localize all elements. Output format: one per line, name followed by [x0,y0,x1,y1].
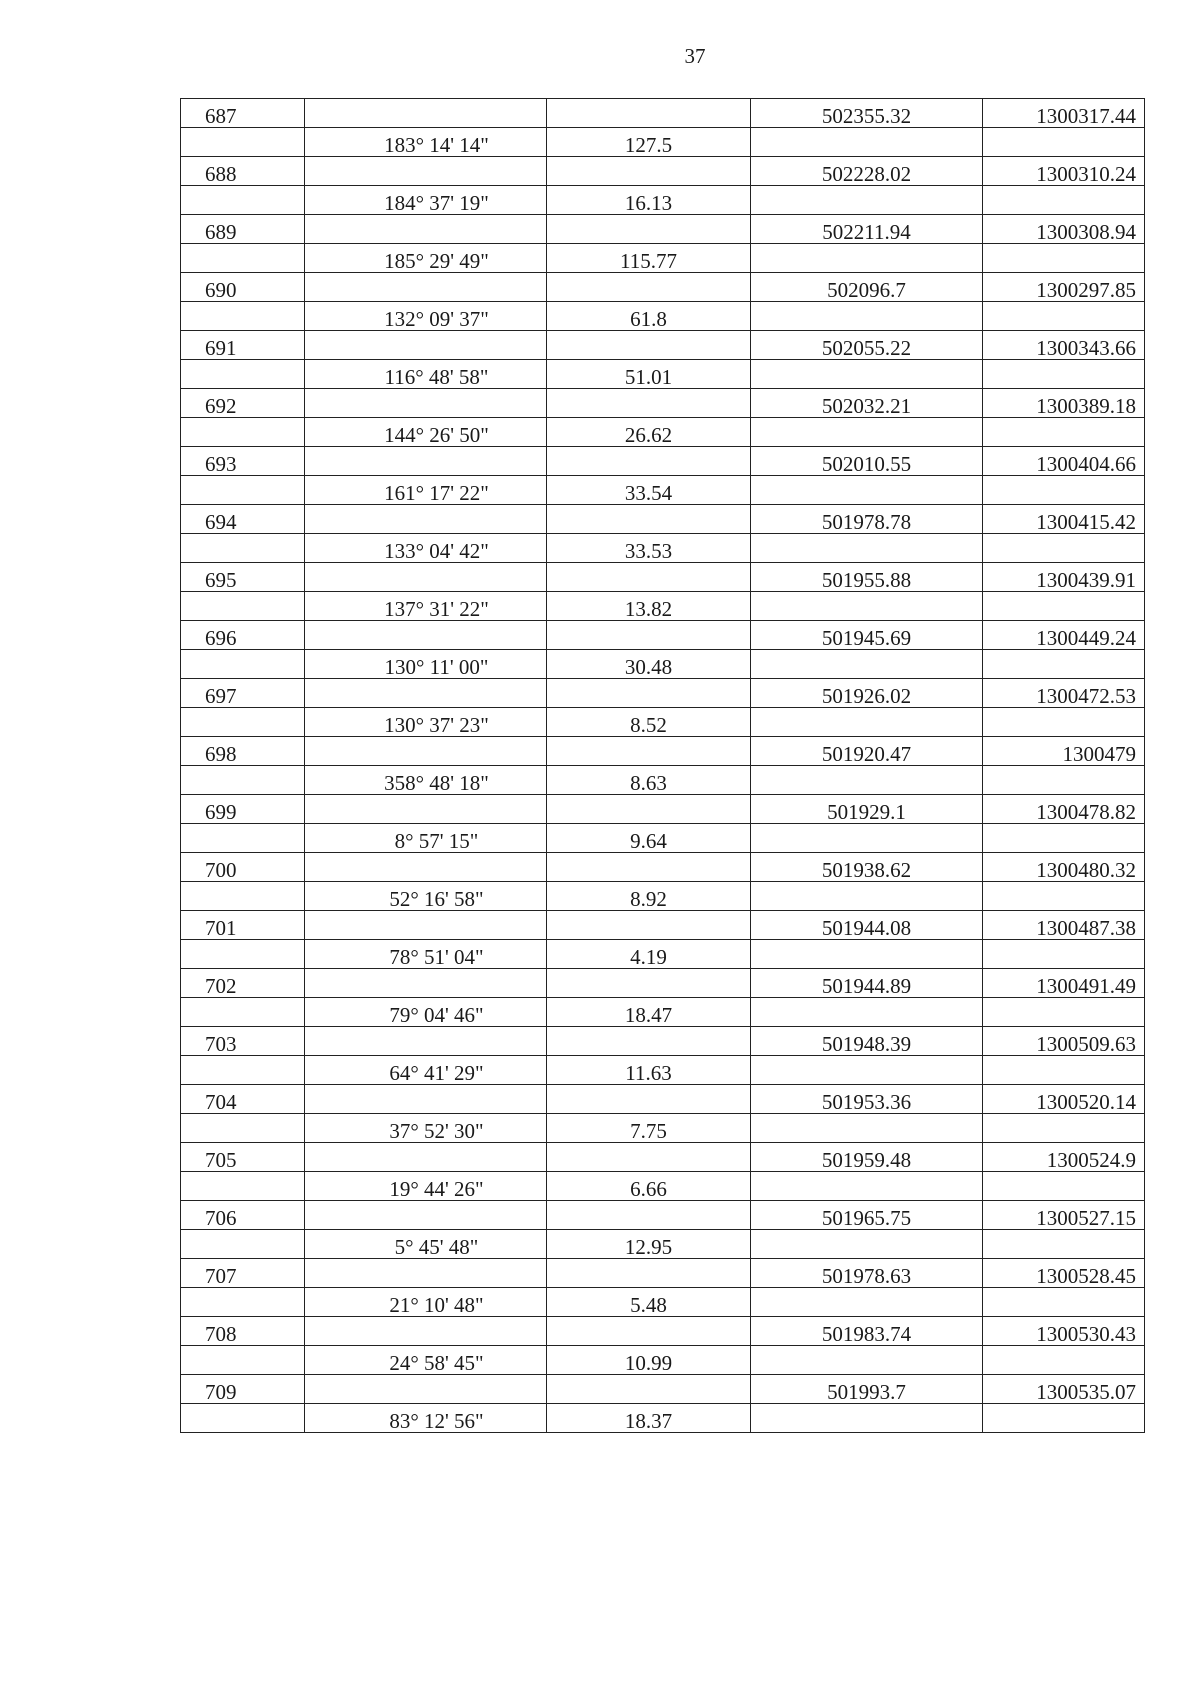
empty-cell [751,534,983,563]
segment-row [181,1404,1145,1433]
empty-cell [547,853,751,882]
point-id: 700 [181,853,305,882]
segment-distance: 33.54 [547,476,751,505]
empty-cell [983,766,1145,795]
point-id: 694 [181,505,305,534]
coordinate-y: 1300491.49 [983,969,1145,998]
empty-cell [547,679,751,708]
segment-distance: 115.77 [547,244,751,273]
empty-cell [983,244,1145,273]
empty-cell [751,1056,983,1085]
empty-cell [181,1172,305,1201]
point-id: 701 [181,911,305,940]
point-row [181,621,1145,650]
empty-cell [983,998,1145,1027]
empty-cell [547,99,751,128]
point-row [181,911,1145,940]
bearing-angle: 183° 14' 14" [305,128,547,157]
coordinate-x: 501945.69 [751,621,983,650]
segment-distance: 8.52 [547,708,751,737]
empty-cell [983,1230,1145,1259]
point-row [181,853,1145,882]
point-id: 696 [181,621,305,650]
empty-cell [751,244,983,273]
empty-cell [181,708,305,737]
segment-row [181,592,1145,621]
empty-cell [983,1404,1145,1433]
coordinates-table [180,98,1145,1433]
coordinate-y: 1300480.32 [983,853,1145,882]
empty-cell [983,186,1145,215]
empty-cell [547,331,751,360]
empty-cell [181,998,305,1027]
bearing-angle: 24° 58' 45" [305,1346,547,1375]
empty-cell [751,708,983,737]
point-id: 699 [181,795,305,824]
empty-cell [751,186,983,215]
bearing-angle: 79° 04' 46" [305,998,547,1027]
coordinate-y: 1300535.07 [983,1375,1145,1404]
empty-cell [181,476,305,505]
segment-distance: 8.92 [547,882,751,911]
coordinate-y: 1300439.91 [983,563,1145,592]
coordinate-x: 501920.47 [751,737,983,766]
coordinate-x: 502096.7 [751,273,983,302]
segment-distance: 10.99 [547,1346,751,1375]
point-id: 698 [181,737,305,766]
empty-cell [305,389,547,418]
coordinate-y: 1300415.42 [983,505,1145,534]
empty-cell [751,998,983,1027]
point-row [181,331,1145,360]
segment-distance: 12.95 [547,1230,751,1259]
empty-cell [305,215,547,244]
bearing-angle: 133° 04' 42" [305,534,547,563]
point-row [181,1085,1145,1114]
point-id: 704 [181,1085,305,1114]
point-id: 689 [181,215,305,244]
point-row [181,969,1145,998]
empty-cell [547,1027,751,1056]
segment-distance: 5.48 [547,1288,751,1317]
coordinate-x: 502055.22 [751,331,983,360]
empty-cell [305,273,547,302]
bearing-angle: 358° 48' 18" [305,766,547,795]
segment-distance: 127.5 [547,128,751,157]
coordinate-x: 501965.75 [751,1201,983,1230]
segment-distance: 51.01 [547,360,751,389]
segment-row [181,244,1145,273]
bearing-angle: 37° 52' 30" [305,1114,547,1143]
point-row [181,505,1145,534]
empty-cell [751,360,983,389]
bearing-angle: 161° 17' 22" [305,476,547,505]
empty-cell [751,882,983,911]
empty-cell [983,1288,1145,1317]
coordinate-y: 1300524.9 [983,1143,1145,1172]
page-number: 37 [684,44,706,68]
empty-cell [305,1317,547,1346]
bearing-angle: 83° 12' 56" [305,1404,547,1433]
point-row [181,157,1145,186]
point-id: 709 [181,1375,305,1404]
bearing-angle: 78° 51' 04" [305,940,547,969]
point-id: 705 [181,1143,305,1172]
empty-cell [547,1375,751,1404]
empty-cell [547,1143,751,1172]
empty-cell [983,1172,1145,1201]
empty-cell [181,1230,305,1259]
empty-cell [305,505,547,534]
empty-cell [751,418,983,447]
segment-row [181,418,1145,447]
segment-distance: 18.47 [547,998,751,1027]
coordinate-y: 1300297.85 [983,273,1145,302]
segment-row [181,708,1145,737]
empty-cell [305,331,547,360]
empty-cell [181,592,305,621]
empty-cell [983,650,1145,679]
empty-cell [983,1114,1145,1143]
empty-cell [181,128,305,157]
empty-cell [751,766,983,795]
segment-row [181,940,1145,969]
empty-cell [983,940,1145,969]
segment-distance: 6.66 [547,1172,751,1201]
empty-cell [751,1346,983,1375]
empty-cell [547,795,751,824]
coordinate-x: 501929.1 [751,795,983,824]
empty-cell [751,1404,983,1433]
coordinate-y: 1300389.18 [983,389,1145,418]
bearing-angle: 19° 44' 26" [305,1172,547,1201]
segment-distance: 4.19 [547,940,751,969]
empty-cell [181,940,305,969]
empty-cell [305,563,547,592]
empty-cell [751,476,983,505]
coordinate-y: 1300404.66 [983,447,1145,476]
coordinate-y: 1300527.15 [983,1201,1145,1230]
segment-row [181,650,1145,679]
point-row [181,273,1145,302]
segment-row [181,1056,1145,1085]
empty-cell [983,534,1145,563]
segment-row [181,302,1145,331]
point-id: 697 [181,679,305,708]
empty-cell [305,1201,547,1230]
point-id: 695 [181,563,305,592]
bearing-angle: 184° 37' 19" [305,186,547,215]
segment-distance: 33.53 [547,534,751,563]
bearing-angle: 185° 29' 49" [305,244,547,273]
coordinate-x: 502211.94 [751,215,983,244]
point-row [181,1027,1145,1056]
point-row [181,389,1145,418]
segment-distance: 8.63 [547,766,751,795]
empty-cell [547,505,751,534]
empty-cell [305,853,547,882]
bearing-angle: 8° 57' 15" [305,824,547,853]
point-row [181,1143,1145,1172]
empty-cell [181,302,305,331]
point-row [181,679,1145,708]
bearing-angle: 130° 11' 00" [305,650,547,679]
segment-row [181,1288,1145,1317]
empty-cell [181,360,305,389]
coordinate-x: 501944.89 [751,969,983,998]
coordinate-x: 502032.21 [751,389,983,418]
empty-cell [305,737,547,766]
point-row [181,1317,1145,1346]
segment-row [181,476,1145,505]
point-id: 703 [181,1027,305,1056]
segment-row [181,186,1145,215]
empty-cell [751,940,983,969]
empty-cell [751,592,983,621]
segment-row [181,1230,1145,1259]
segment-distance: 30.48 [547,650,751,679]
empty-cell [547,911,751,940]
point-row [181,1201,1145,1230]
empty-cell [547,389,751,418]
empty-cell [751,1288,983,1317]
empty-cell [305,1085,547,1114]
segment-row [181,360,1145,389]
coordinate-y: 1300528.45 [983,1259,1145,1288]
point-row [181,1259,1145,1288]
coordinate-y: 1300520.14 [983,1085,1145,1114]
coordinate-y: 1300449.24 [983,621,1145,650]
empty-cell [181,1404,305,1433]
empty-cell [751,1230,983,1259]
coordinate-x: 501944.08 [751,911,983,940]
segment-row [181,882,1145,911]
coordinate-y: 1300343.66 [983,331,1145,360]
empty-cell [547,1201,751,1230]
point-row [181,795,1145,824]
segment-row [181,766,1145,795]
point-id: 687 [181,99,305,128]
segment-row [181,534,1145,563]
empty-cell [751,824,983,853]
empty-cell [181,418,305,447]
coordinate-x: 501926.02 [751,679,983,708]
coordinate-y: 1300487.38 [983,911,1145,940]
point-row [181,447,1145,476]
empty-cell [181,882,305,911]
coordinate-x: 502228.02 [751,157,983,186]
empty-cell [983,1346,1145,1375]
empty-cell [751,128,983,157]
segment-distance: 26.62 [547,418,751,447]
empty-cell [547,1317,751,1346]
empty-cell [181,244,305,273]
empty-cell [983,882,1145,911]
empty-cell [983,592,1145,621]
segment-distance: 7.75 [547,1114,751,1143]
empty-cell [547,157,751,186]
segment-distance: 61.8 [547,302,751,331]
empty-cell [983,476,1145,505]
segment-row [181,824,1145,853]
empty-cell [547,563,751,592]
empty-cell [305,99,547,128]
coordinate-x: 501993.7 [751,1375,983,1404]
segment-row [181,998,1145,1027]
empty-cell [751,1172,983,1201]
empty-cell [181,650,305,679]
coordinate-y: 1300317.44 [983,99,1145,128]
empty-cell [181,824,305,853]
point-row [181,99,1145,128]
segment-distance: 11.63 [547,1056,751,1085]
segment-distance: 18.37 [547,1404,751,1433]
coordinate-x: 501978.63 [751,1259,983,1288]
empty-cell [305,795,547,824]
coordinate-y: 1300479 [983,737,1145,766]
empty-cell [181,1346,305,1375]
empty-cell [305,679,547,708]
point-id: 691 [181,331,305,360]
empty-cell [305,447,547,476]
point-id: 693 [181,447,305,476]
empty-cell [983,824,1145,853]
bearing-angle: 132° 09' 37" [305,302,547,331]
coordinates-table-body [181,99,1145,1433]
empty-cell [181,534,305,563]
empty-cell [983,360,1145,389]
point-row [181,1375,1145,1404]
coordinate-y: 1300509.63 [983,1027,1145,1056]
coordinate-y: 1300530.43 [983,1317,1145,1346]
point-id: 708 [181,1317,305,1346]
coordinate-x: 501948.39 [751,1027,983,1056]
point-row [181,563,1145,592]
coordinate-x: 501983.74 [751,1317,983,1346]
empty-cell [181,1056,305,1085]
empty-cell [181,1288,305,1317]
empty-cell [181,186,305,215]
coordinate-y: 1300308.94 [983,215,1145,244]
coordinate-x: 501978.78 [751,505,983,534]
point-id: 702 [181,969,305,998]
empty-cell [983,1056,1145,1085]
empty-cell [305,1027,547,1056]
empty-cell [547,273,751,302]
segment-row [181,128,1145,157]
coordinate-y: 1300310.24 [983,157,1145,186]
bearing-angle: 116° 48' 58" [305,360,547,389]
empty-cell [547,1085,751,1114]
empty-cell [751,1114,983,1143]
empty-cell [983,418,1145,447]
coordinate-x: 501953.36 [751,1085,983,1114]
empty-cell [983,302,1145,331]
bearing-angle: 137° 31' 22" [305,592,547,621]
coordinate-x: 502355.32 [751,99,983,128]
empty-cell [181,1114,305,1143]
bearing-angle: 144° 26' 50" [305,418,547,447]
segment-distance: 9.64 [547,824,751,853]
point-id: 690 [181,273,305,302]
empty-cell [547,1259,751,1288]
bearing-angle: 5° 45' 48" [305,1230,547,1259]
empty-cell [547,969,751,998]
bearing-angle: 52° 16' 58" [305,882,547,911]
empty-cell [305,1143,547,1172]
empty-cell [305,969,547,998]
empty-cell [305,911,547,940]
empty-cell [305,1259,547,1288]
point-id: 706 [181,1201,305,1230]
empty-cell [181,766,305,795]
coordinate-y: 1300478.82 [983,795,1145,824]
coordinate-x: 501959.48 [751,1143,983,1172]
coordinate-y: 1300472.53 [983,679,1145,708]
empty-cell [547,447,751,476]
empty-cell [547,215,751,244]
empty-cell [751,302,983,331]
point-id: 688 [181,157,305,186]
segment-row [181,1346,1145,1375]
empty-cell [547,621,751,650]
segment-row [181,1172,1145,1201]
segment-distance: 13.82 [547,592,751,621]
empty-cell [983,708,1145,737]
point-row [181,737,1145,766]
empty-cell [305,1375,547,1404]
segment-distance: 16.13 [547,186,751,215]
empty-cell [983,128,1145,157]
point-id: 707 [181,1259,305,1288]
empty-cell [547,737,751,766]
coordinate-x: 502010.55 [751,447,983,476]
bearing-angle: 130° 37' 23" [305,708,547,737]
point-row [181,215,1145,244]
coordinate-x: 501938.62 [751,853,983,882]
segment-row [181,1114,1145,1143]
empty-cell [751,650,983,679]
coordinate-x: 501955.88 [751,563,983,592]
point-id: 692 [181,389,305,418]
empty-cell [305,621,547,650]
bearing-angle: 21° 10' 48" [305,1288,547,1317]
bearing-angle: 64° 41' 29" [305,1056,547,1085]
empty-cell [305,157,547,186]
